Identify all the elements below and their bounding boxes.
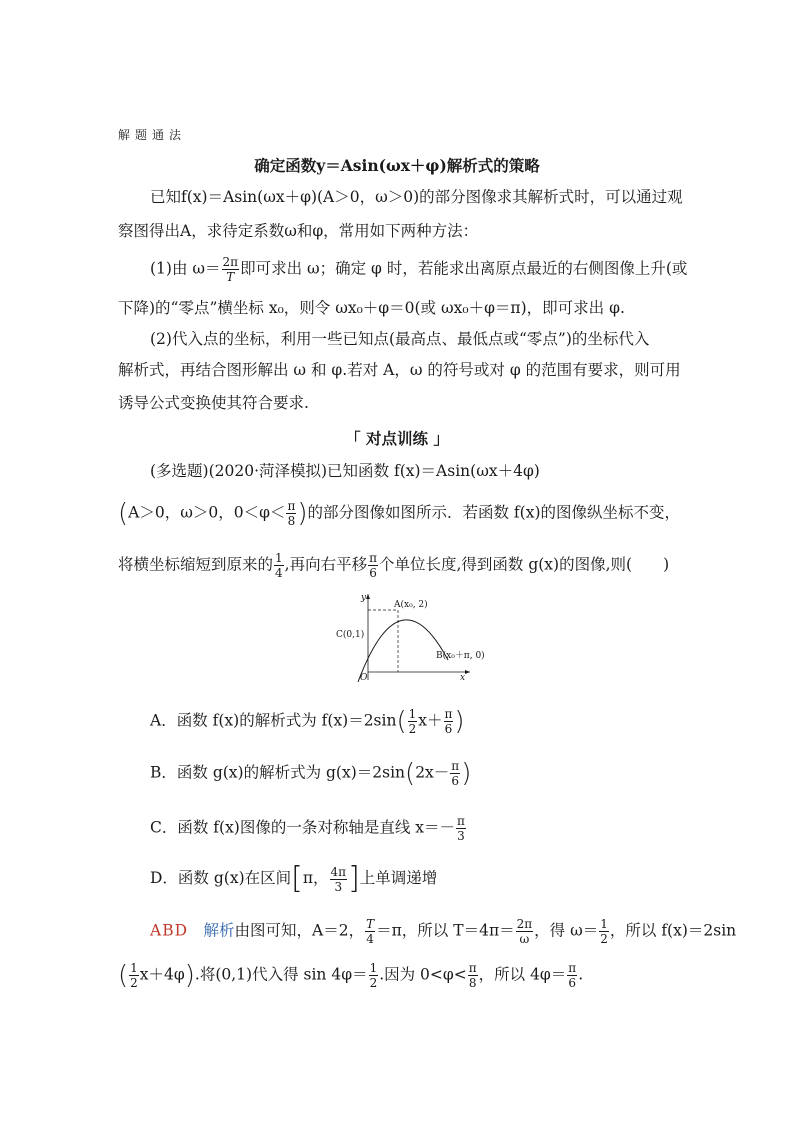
- left-paren: (: [118, 498, 129, 529]
- fraction-pi-over-8: $\frac{\pi}{8}$: [287, 499, 296, 528]
- label-point-b: B(x₀＋π, 0): [436, 651, 485, 661]
- y-axis-arrow: [366, 594, 370, 599]
- sine-curve: [358, 620, 448, 682]
- label-point-a: A(x₀, 2): [394, 600, 428, 610]
- jiexi-label: 解析: [203, 921, 235, 940]
- section-title: 确定函数y＝Asin(ωx＋φ)解析式的策略: [254, 156, 540, 175]
- function-graph: [330, 590, 490, 682]
- method-1-line-1: [150, 255, 688, 284]
- method-1-prefix: (1)由 ω＝: [150, 259, 221, 278]
- option-b: B．函数 g(x)的解析式为 g(x)＝2sin(2x－ $\frac{\pi}{6}$ ): [150, 758, 472, 789]
- option-c: C．函数 f(x)图像的一条对称轴是直线 x＝－ $\frac{\pi}{3}$: [150, 814, 465, 843]
- method-2-line-3: 诱导公式变换使其符合要求.: [118, 394, 309, 412]
- problem-line-2: [118, 500, 682, 527]
- option-a: A．函数 f(x)的解析式为 f(x)＝2sin( $\frac{1}{2}$ x＋ $\frac{\pi}{6}$ ): [150, 706, 465, 737]
- label-point-c: C(0,1): [336, 630, 365, 640]
- right-paren: ): [297, 498, 308, 529]
- intro-line-1: 已知f(x)＝Asin(ωx＋φ)(A＞0，ω＞0)的部分图像求其解析式时，可以通过观: [150, 188, 683, 206]
- option-d: D．函数 g(x)在区间[π， $\frac{4\pi}{3}$ ]上单调递增: [150, 861, 438, 896]
- fraction-1-over-4: $\frac{1}{4}$: [275, 551, 283, 580]
- problem-condition: A＞0，ω＞0，0＜φ＜: [128, 503, 286, 522]
- intro-line-2: 察图得出A，求待定系数ω和φ，常用如下两种方法：: [118, 222, 479, 240]
- answer: ABD: [150, 921, 189, 940]
- method-1-line-2: 下降)的“零点”横坐标 x₀，则令 ωx₀＋φ＝0(或 ωx₀＋φ＝π)，即可求出 φ.: [118, 299, 625, 317]
- label-y: y: [361, 593, 367, 603]
- x-axis-arrow: [465, 670, 470, 674]
- problem-line-3: 将横坐标缩短到原来的 $\frac{1}{4}$ ,再向右平移 $\frac{\pi}{6}$ 个单位长度,得到函数 g(x)的图像,则( ): [118, 551, 670, 580]
- solution-line-2: ( $\frac{1}{2}$ x＋4φ).将(0,1)代入得 sin 4φ＝ $\frac{1}{2}$ .因为 0<φ< $\frac{\pi}{8}$ ，所以 4φ＝ $\frac{\pi}{6}$ .: [118, 960, 584, 991]
- solution-line-1: ABD 解析由图可知，A＝2， $\frac{T}{4}$ ＝π，所以 T＝4π＝ $\frac{2\pi}{\omega}$ ，得 ω＝ $\frac{1}{2}$ ，所以 f(x)＝2sin: [150, 917, 737, 946]
- method-2-line-1: (2)代入点的坐标，利用一些已知点(最高点、最低点或“零点”)的坐标代入: [150, 330, 650, 348]
- method-1-suffix: 即可求出 ω；确定 φ 时，若能求出离原点最近的右侧图像上升(或: [240, 259, 688, 278]
- label-origin: O: [360, 673, 368, 682]
- training-title: 「 对点训练 」: [345, 429, 449, 448]
- problem-line-2-suffix: 的部分图像如图所示．若函数 f(x)的图像纵坐标不变，: [307, 503, 680, 522]
- fraction-2pi-over-t: $\frac{2\pi}{T}$: [222, 255, 239, 284]
- problem-line-1: (多选题)(2020·菏泽模拟)已知函数 f(x)＝Asin(ωx＋4φ): [150, 462, 540, 480]
- fraction-pi-over-6: $\frac{\pi}{6}$: [369, 551, 377, 580]
- section-label: 解题通法: [118, 128, 187, 142]
- method-2-line-2: 解析式，再结合图形解出 ω 和 φ.若对 A，ω 的符号或对 φ 的范围有要求，则可用: [118, 361, 681, 379]
- label-x: x: [460, 673, 466, 682]
